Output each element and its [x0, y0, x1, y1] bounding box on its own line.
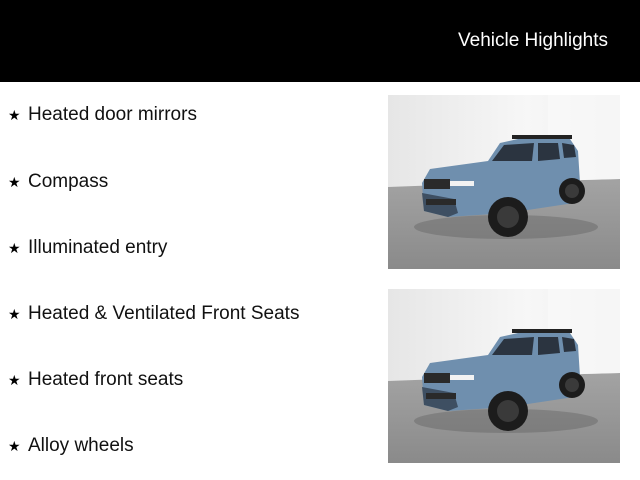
- suv-image: [388, 289, 620, 463]
- feature-label: Heated & Ventilated Front Seats: [28, 303, 300, 324]
- feature-item-illuminated-entry: [8, 236, 167, 260]
- star-icon: ★: [8, 107, 21, 123]
- feature-item-heated-ventilated-front-seats: [8, 302, 299, 326]
- feature-item-heated-door-mirrors: [8, 103, 197, 127]
- suv-image: [388, 95, 620, 269]
- feature-item-compass: [8, 170, 108, 194]
- feature-item-alloy-wheels: [8, 434, 134, 458]
- feature-label: Illuminated entry: [28, 237, 168, 258]
- star-icon: ★: [8, 372, 21, 388]
- vehicle-photo-2: [388, 289, 620, 463]
- feature-label: Heated door mirrors: [28, 104, 197, 125]
- feature-label: Heated front seats: [28, 369, 184, 390]
- feature-item-heated-front-seats: [8, 368, 183, 392]
- star-icon: ★: [8, 438, 21, 454]
- star-icon: ★: [8, 306, 21, 322]
- star-icon: ★: [8, 174, 21, 190]
- star-icon: ★: [8, 240, 21, 256]
- feature-label: Compass: [28, 171, 109, 192]
- header-bar: [0, 0, 640, 82]
- header-title: Vehicle Highlights: [458, 30, 608, 51]
- vehicle-photo-1: [388, 95, 620, 269]
- feature-list: [0, 82, 380, 480]
- feature-label: Alloy wheels: [28, 435, 134, 456]
